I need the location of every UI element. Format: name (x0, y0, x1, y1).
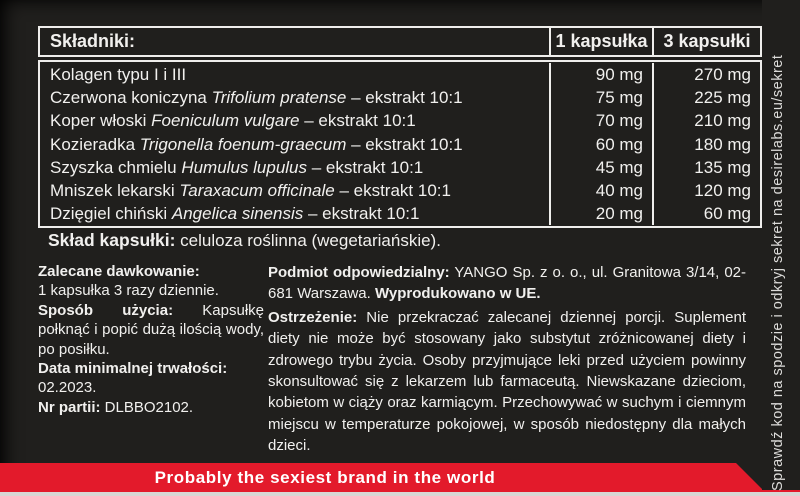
slogan-band (0, 463, 800, 492)
ingredient-plain: Mniszek lekarski (50, 181, 180, 201)
ingredient-plain: Kolagen typu I i III (50, 65, 187, 84)
batch-label: Nr partii: (38, 398, 101, 416)
ingredient-latin: Angelica sinensis (171, 204, 304, 224)
made-in-text: Wyprodukowano w UE. (375, 285, 541, 303)
amount-1-capsule: 75 mg (549, 86, 652, 109)
brand-slogan: Probably the sexiest brand in the world (154, 467, 496, 487)
ingredient-rest: – ekstrakt 10:1 (334, 181, 451, 201)
capsule-composition-label: Skład kapsułki: (48, 230, 176, 250)
table-row (40, 86, 760, 109)
ingredient-name (40, 86, 549, 109)
ingredient-latin: Trifolium pratense (211, 88, 347, 108)
ingredient-latin: Taraxacum officinale (179, 181, 335, 201)
ingredient-latin: Trigonella foenum-graecum (139, 134, 347, 154)
amount-1-capsule: 45 mg (549, 156, 652, 179)
ingredient-rest: – ekstrakt 10:1 (307, 157, 424, 177)
best-before-date: 02.2023. (38, 379, 97, 397)
ingredient-rest: – ekstrakt 10:1 (346, 134, 463, 154)
ingredient-name (40, 63, 549, 86)
capsule-composition-text: celuloza roślinna (wegetariańskie). (175, 231, 441, 250)
table-row (40, 156, 760, 179)
amount-3-capsules: 210 mg (652, 109, 760, 132)
amount-3-capsules: 180 mg (652, 133, 760, 156)
ingredient-name (40, 133, 549, 156)
ingredient-plain: Czerwona koniczyna (50, 88, 212, 108)
amount-1-capsule: 70 mg (549, 109, 652, 132)
amount-1-capsule: 20 mg (549, 202, 652, 225)
amount-3-capsules: 120 mg (652, 179, 760, 202)
ingredient-rest: – ekstrakt 10:1 (346, 88, 463, 108)
warning-paragraph (268, 307, 746, 457)
ingredient-rest: – ekstrakt 10:1 (299, 111, 416, 131)
capsule-composition (48, 230, 441, 251)
bottom-edge-strip (0, 492, 800, 496)
ingredient-name (40, 202, 549, 225)
ingredient-name (40, 109, 549, 132)
warning-label: Ostrzeżenie: (268, 308, 358, 326)
table-header-1-capsule: 1 kapsułka (549, 28, 652, 55)
warning-text: Nie przekraczać zalecanej dziennej porcji. Suplement diety nie może być stosowany jako substytut zróżnicowanej diety i zdrowego trybu życia. Osoby przyjmujące leki przed użyciem powinny skonsultować się z lekarzem lub farmaceutą. Niewskazane dzieciom, kobietom w ciąży oraz karmiącym. Przechowywać w suchym i ciemnym miejscu w temperaturze pokojowej, w sposób niedostępny dla małych dzieci. (268, 308, 746, 455)
ingredients-table (38, 26, 762, 228)
dosage-text: 1 kapsułka 3 razy dziennie. (38, 282, 219, 300)
dosage-label: Zalecane dawkowanie: (38, 263, 200, 280)
table-header-ingredients: Składniki: (50, 31, 136, 51)
amount-3-capsules: 60 mg (652, 202, 760, 225)
dosage-block (38, 262, 264, 301)
best-before-label: Data minimalnej trwałości: (38, 360, 228, 378)
ingredient-plain: Dzięgiel chiński (50, 204, 172, 224)
amount-3-capsules: 270 mg (652, 63, 760, 86)
table-header-row (38, 26, 762, 57)
ingredient-rest: – ekstrakt 10:1 (303, 204, 420, 224)
amount-1-capsule: 60 mg (549, 133, 652, 156)
responsible-entity-label: Podmiot odpowiedzialny: (268, 264, 450, 281)
ingredient-plain: Szyszka chmielu (50, 157, 182, 177)
table-row (40, 109, 760, 132)
ingredient-plain: Kozieradka (50, 134, 140, 154)
amount-1-capsule: 40 mg (549, 179, 652, 202)
usage-block (38, 301, 264, 359)
ingredient-latin: Foeniculum vulgare (151, 111, 300, 131)
left-info-column (38, 262, 264, 417)
amount-3-capsules: 135 mg (652, 156, 760, 179)
usage-label: Sposób użycia: (38, 301, 174, 319)
table-row (40, 63, 760, 86)
best-before-block (38, 359, 264, 398)
secret-code-text: Sprawdź kod na spodzie i odkryj sekret na desirelabs.eu/sekret (770, 54, 786, 491)
batch-block (38, 398, 264, 417)
ingredient-plain: Koper włoski (50, 111, 152, 131)
amount-1-capsule: 90 mg (549, 63, 652, 86)
usage-text: Kapsułkę połknąć i popić dużą ilością wody, po posiłku. (38, 301, 264, 358)
table-row (40, 202, 760, 225)
amount-3-capsules: 225 mg (652, 86, 760, 109)
responsible-entity-paragraph (268, 262, 746, 305)
batch-number: DLBBO2102. (100, 398, 194, 416)
table-row (40, 179, 760, 202)
table-row (40, 133, 760, 156)
right-info-column (268, 262, 746, 457)
ingredient-latin: Humulus lupulus (181, 157, 308, 177)
table-header-3-capsules: 3 kapsułki (652, 28, 760, 55)
table-body (38, 60, 762, 228)
ingredient-name (40, 179, 549, 202)
responsible-entity-text: YANGO Sp. z o. o., ul. Granitowa 3/14, 02-681 Warszawa. (268, 264, 747, 303)
ingredient-name (40, 156, 549, 179)
